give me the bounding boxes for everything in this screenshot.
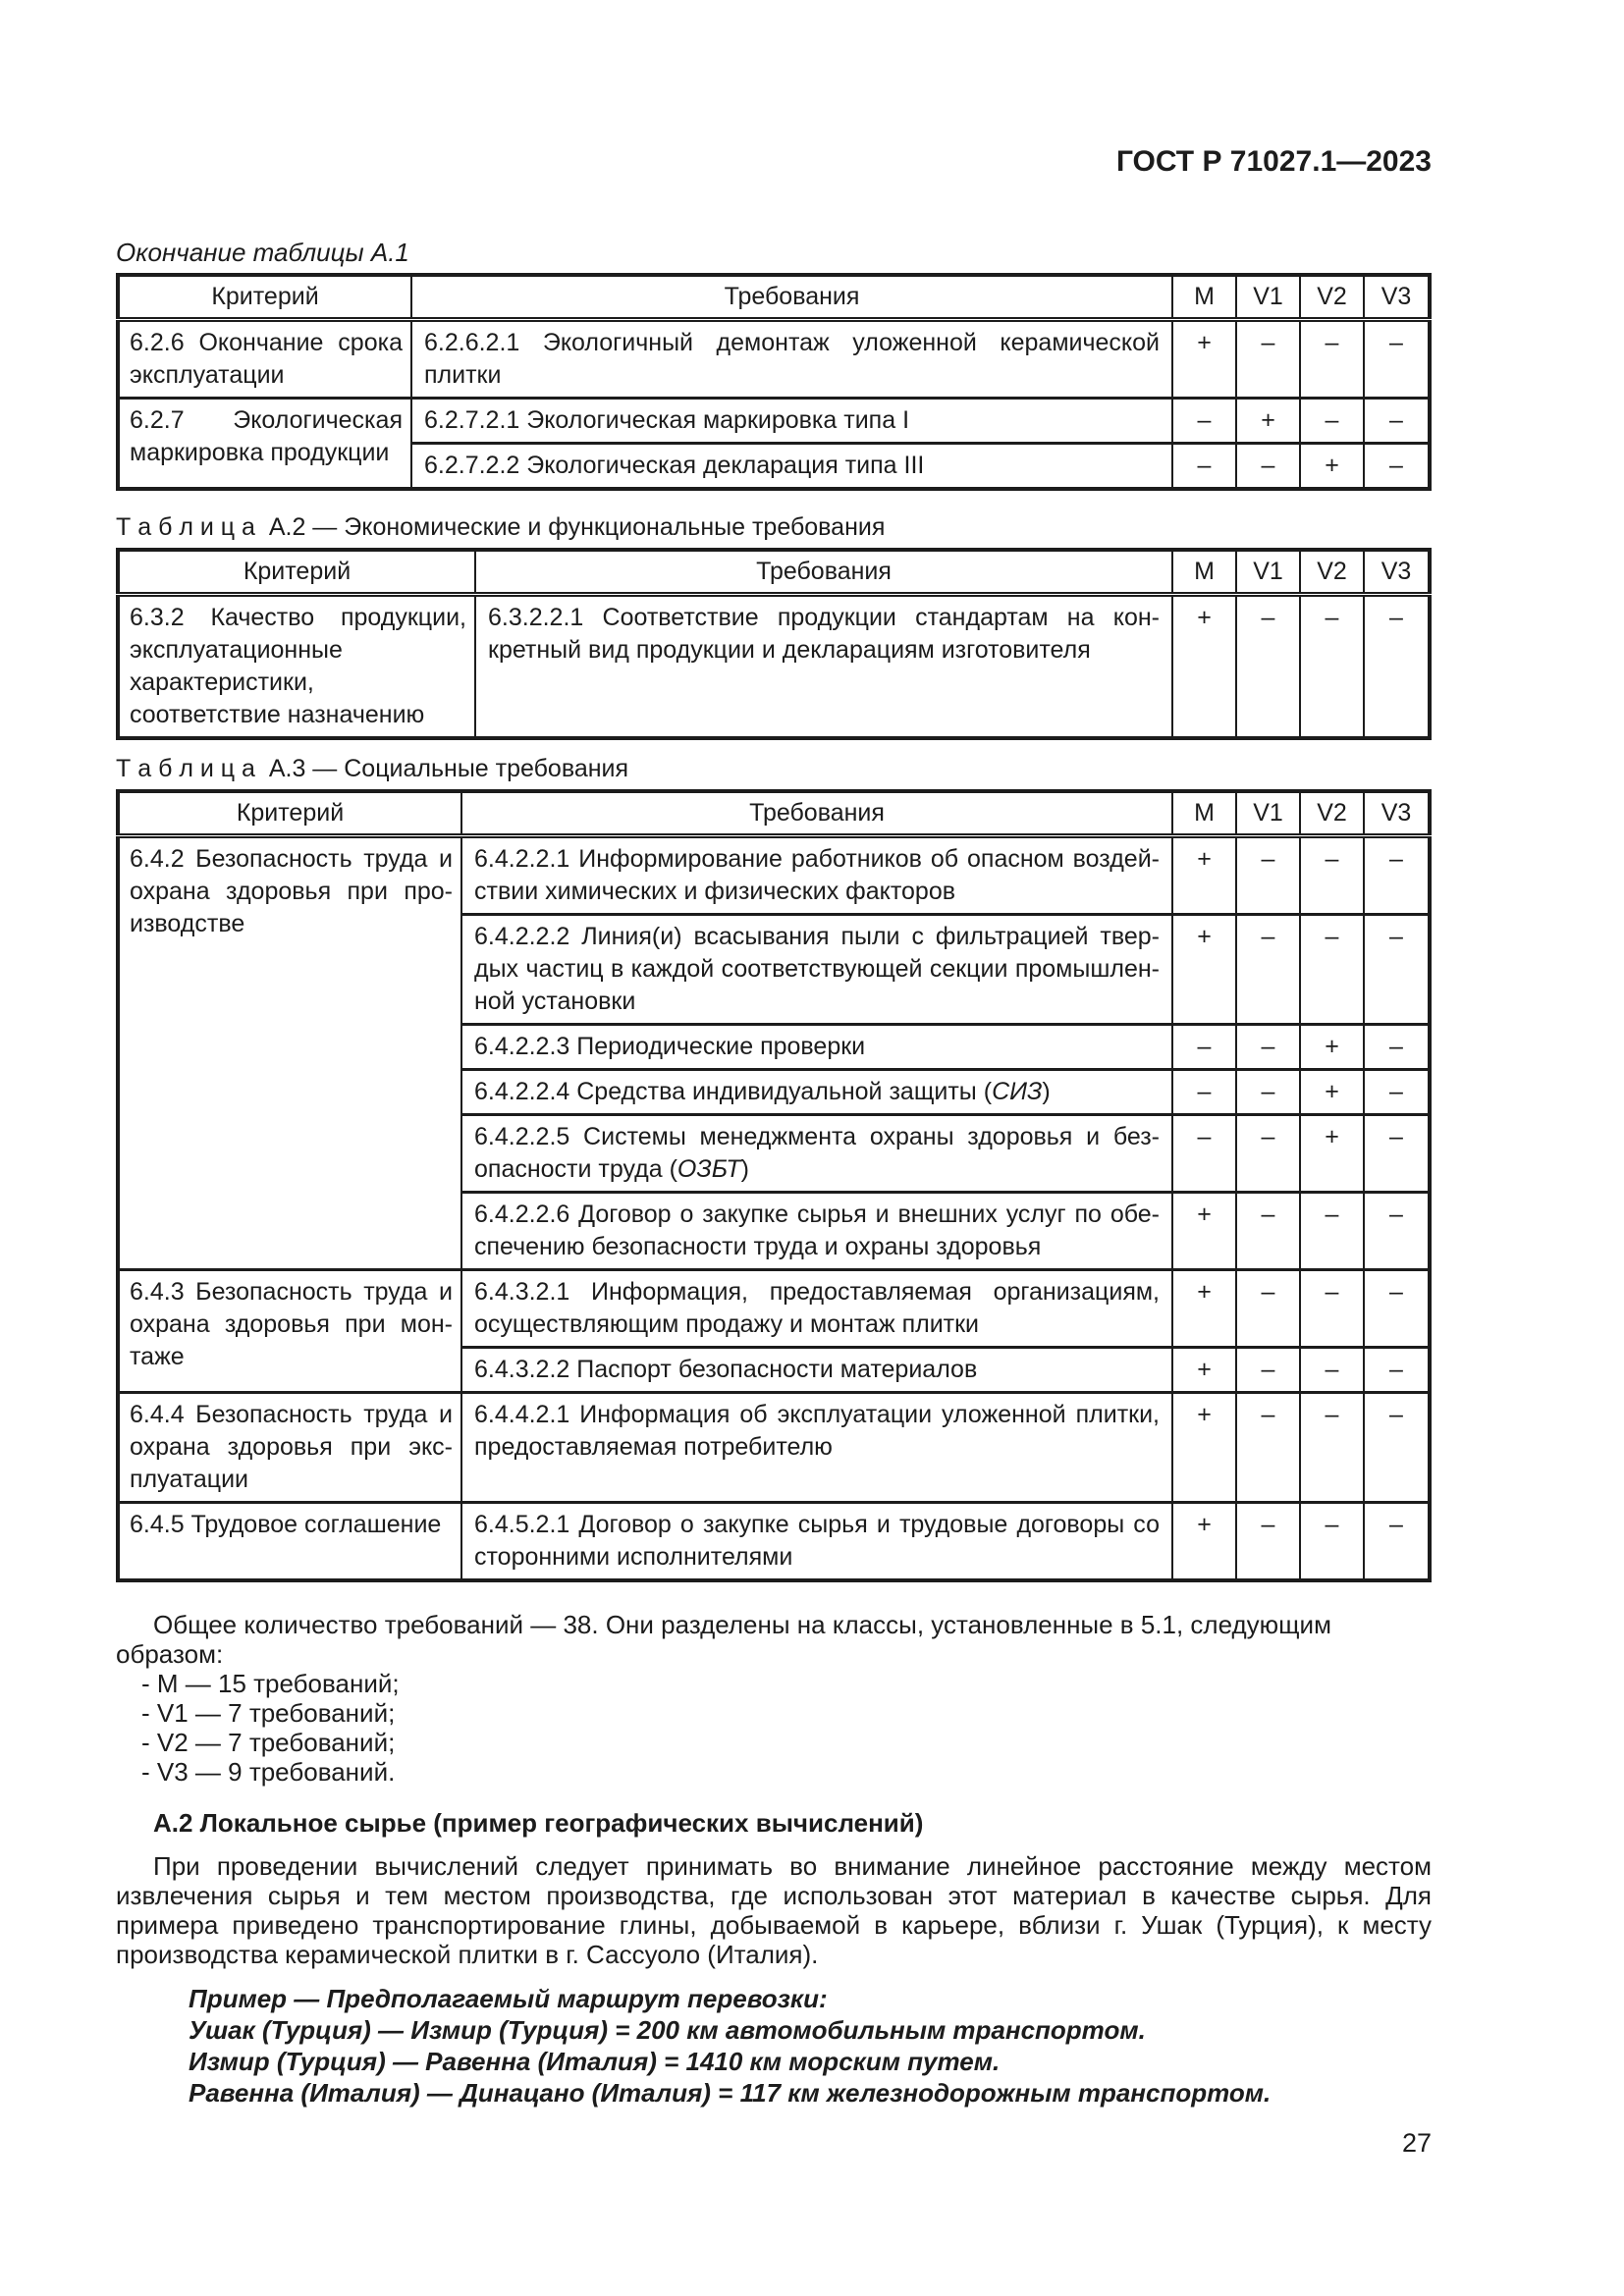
mark-v3-cell: – [1364, 1025, 1430, 1070]
column-header-v3: V3 [1364, 275, 1430, 320]
requirement-cell: 6.4.3.2.2 Паспорт безопасности материалов [461, 1348, 1172, 1393]
column-header-requirement: Требования [411, 275, 1172, 320]
table-row [118, 836, 1430, 915]
column-header-v3: V3 [1364, 550, 1430, 595]
mark-m-cell: + [1172, 915, 1236, 1025]
requirement-text: 6.4.2.2.5 Системы менеджмента охраны здоровья и безопасности труда ( [474, 1123, 1160, 1183]
mark-v3-cell: – [1364, 1115, 1430, 1193]
table-row [118, 1503, 1430, 1581]
requirement-cell: 6.2.7.2.2 Экологическая декларация типа III [411, 444, 1172, 490]
mark-v2-cell: – [1300, 320, 1364, 399]
requirement-cell: 6.4.2.2.3 Периодические проверки [461, 1025, 1172, 1070]
column-header-v1: V1 [1236, 275, 1300, 320]
table-header-row [118, 550, 1430, 595]
requirement-cell: 6.4.2.2.6 Договор о закупке сырья и внешних услуг по обеспечению безопасности труда и охраны здоровья [461, 1193, 1172, 1270]
mark-m-cell: – [1172, 1070, 1236, 1115]
requirement-text: ) [740, 1155, 749, 1183]
mark-v2-cell: + [1300, 444, 1364, 490]
criterion-cell: 6.3.2 Качество продукции, эксплуатационные характеристики, соответствие назначению [118, 595, 475, 739]
mark-v3-cell: – [1364, 1070, 1430, 1115]
mark-v3-cell: – [1364, 1270, 1430, 1348]
mark-v2-cell: – [1300, 595, 1364, 739]
criterion-cell: 6.4.4 Безопасность труда и охрана здоровья при эксплуатации [118, 1393, 461, 1503]
section-a2-heading: А.2 Локальное сырье (пример географических вычислений) [153, 1808, 924, 1838]
requirement-cell: 6.4.2.2.1 Информирование работников об опасном воздействии химических и физических факторов [461, 836, 1172, 915]
mark-v3-cell: – [1364, 915, 1430, 1025]
requirement-abbr-italic: СИЗ [992, 1078, 1043, 1105]
requirements-count-item: - V3 — 9 требований. [141, 1757, 396, 1787]
requirement-cell: 6.4.3.2.1 Информация, предоставляемая организациям, осуществляющим продажу и монтаж плитки [461, 1270, 1172, 1348]
requirement-text: ) [1042, 1078, 1051, 1105]
column-header-v2: V2 [1300, 275, 1364, 320]
mark-v1-cell: – [1236, 1025, 1300, 1070]
mark-m-cell: + [1172, 1503, 1236, 1581]
standard-header: ГОСТ Р 71027.1—2023 [1115, 145, 1432, 178]
page-number: 27 [1401, 2128, 1432, 2158]
example-line: Ушак (Турция) — Измир (Турция) = 200 км автомобильным транспортом. [189, 2015, 1146, 2045]
column-header-m: М [1172, 550, 1236, 595]
mark-v1-cell: – [1236, 1348, 1300, 1393]
criterion-cell: 6.2.6 Окончание срока эксплуатации [118, 320, 411, 399]
mark-v1-cell: – [1236, 1270, 1300, 1348]
criterion-cell: 6.4.3 Безопасность труда и охрана здоровья при монтаже [118, 1270, 461, 1393]
mark-v2-cell: + [1300, 1070, 1364, 1115]
example-line: Пример — Предполагаемый маршрут перевозки: [189, 1984, 828, 2013]
requirement-cell: 6.3.2.2.1 Соответствие продукции стандартам на конкретный вид продукции и декларациям изготовителя [475, 595, 1172, 739]
table-a3 [116, 789, 1432, 1582]
table-a2 [116, 548, 1432, 740]
requirement-cell: 6.4.4.2.1 Информация об эксплуатации уложенной плитки, предоставляемая потребителю [461, 1393, 1172, 1503]
mark-v2-cell: – [1300, 1348, 1364, 1393]
mark-v3-cell: – [1364, 444, 1430, 490]
column-header-criterion: Критерий [118, 791, 461, 836]
requirement-cell: 6.4.5.2.1 Договор о закупке сырья и трудовые договоры со сторонними исполнителями [461, 1503, 1172, 1581]
mark-m-cell: + [1172, 836, 1236, 915]
mark-v1-cell: – [1236, 915, 1300, 1025]
mark-m-cell: + [1172, 1193, 1236, 1270]
example-line: Равенна (Италия) — Динацано (Италия) = 117 км железнодорожным транспортом. [189, 2078, 1272, 2108]
requirement-cell: 6.4.2.2.2 Линия(и) всасывания пыли с фильтрацией твердых частиц в каждой соответствующей секции промышленной установки [461, 915, 1172, 1025]
mark-v2-cell: – [1300, 1393, 1364, 1503]
mark-v2-cell: – [1300, 1193, 1364, 1270]
requirement-cell [461, 1070, 1172, 1115]
requirement-cell: 6.2.7.2.1 Экологическая маркировка типа I [411, 399, 1172, 444]
column-header-v1: V1 [1236, 550, 1300, 595]
mark-m-cell: + [1172, 595, 1236, 739]
mark-v1-cell: – [1236, 1193, 1300, 1270]
criterion-cell: 6.2.7 Экологическая маркировка продукции [118, 399, 411, 490]
mark-v2-cell: – [1300, 399, 1364, 444]
requirement-text: 6.4.2.2.4 Средства индивидуальной защиты ( [474, 1078, 993, 1105]
mark-v3-cell: – [1364, 320, 1430, 399]
mark-v1-cell: – [1236, 444, 1300, 490]
mark-m-cell: – [1172, 399, 1236, 444]
mark-v1-cell: + [1236, 399, 1300, 444]
mark-v2-cell: + [1300, 1025, 1364, 1070]
mark-v2-cell: – [1300, 915, 1364, 1025]
mark-m-cell: + [1172, 1348, 1236, 1393]
mark-m-cell: – [1172, 1115, 1236, 1193]
table-row [118, 320, 1430, 399]
mark-v1-cell: – [1236, 1070, 1300, 1115]
column-header-v2: V2 [1300, 550, 1364, 595]
mark-v1-cell: – [1236, 1393, 1300, 1503]
mark-m-cell: + [1172, 320, 1236, 399]
criterion-cell: 6.4.5 Трудовое соглашение [118, 1503, 461, 1581]
mark-v2-cell: + [1300, 1115, 1364, 1193]
mark-v2-cell: – [1300, 836, 1364, 915]
column-header-v3: V3 [1364, 791, 1430, 836]
table-a3-caption: Т а б л и ц а А.3 — Социальные требования [116, 755, 629, 782]
mark-v1-cell: – [1236, 595, 1300, 739]
column-header-criterion: Критерий [118, 275, 411, 320]
mark-v3-cell: – [1364, 399, 1430, 444]
column-header-requirement: Требования [461, 791, 1172, 836]
table-row [118, 595, 1430, 739]
column-header-v2: V2 [1300, 791, 1364, 836]
column-header-v1: V1 [1236, 791, 1300, 836]
mark-m-cell: – [1172, 1025, 1236, 1070]
table-row [118, 1270, 1430, 1348]
mark-v1-cell: – [1236, 320, 1300, 399]
requirement-cell: 6.2.6.2.1 Экологичный демонтаж уложенной керамической плитки [411, 320, 1172, 399]
mark-v2-cell: – [1300, 1503, 1364, 1581]
mark-v1-cell: – [1236, 836, 1300, 915]
page-content [116, 0, 1432, 2158]
mark-v3-cell: – [1364, 1503, 1430, 1581]
criterion-cell: 6.4.2 Безопасность труда и охрана здоровья при производстве [118, 836, 461, 1270]
requirements-count-item: - V1 — 7 требований; [141, 1698, 396, 1728]
requirements-count-list [116, 1669, 1432, 1787]
mark-v1-cell: – [1236, 1503, 1300, 1581]
table-row [118, 399, 1430, 444]
requirement-cell [461, 1115, 1172, 1193]
mark-v3-cell: – [1364, 1348, 1430, 1393]
requirement-abbr-italic: ОЗБТ [677, 1155, 741, 1183]
table-header-row [118, 791, 1430, 836]
table-a1 [116, 273, 1432, 491]
mark-m-cell: + [1172, 1270, 1236, 1348]
requirements-count-item: - М — 15 требований; [141, 1669, 400, 1698]
mark-v3-cell: – [1364, 836, 1430, 915]
table-a2-caption: Т а б л и ц а А.2 — Экономические и функциональные требования [116, 513, 886, 541]
table-a1-continuation-caption: Окончание таблицы А.1 [116, 238, 409, 267]
requirements-count-item: - V2 — 7 требований; [141, 1728, 396, 1757]
mark-m-cell: + [1172, 1393, 1236, 1503]
mark-v2-cell: – [1300, 1270, 1364, 1348]
example-line: Измир (Турция) — Равенна (Италия) = 1410 км морским путем. [189, 2047, 1001, 2076]
column-header-requirement: Требования [475, 550, 1172, 595]
table-row [118, 1393, 1430, 1503]
column-header-criterion: Критерий [118, 550, 475, 595]
mark-v3-cell: – [1364, 1193, 1430, 1270]
mark-v3-cell: – [1364, 595, 1430, 739]
table-header-row [118, 275, 1430, 320]
section-a2-paragraph: При проведении вычислений следует принимать во внимание линейное расстояние между местом извлечения сырья и тем местом производства, где использован этот материал в качестве сырья. Для примера приведено транспортирование глины, добываемой в карьере, вблизи г. Ушак (Турция), к месту производства керамической плитки в г. Сассуоло (Италия). [116, 1851, 1432, 1969]
mark-v1-cell: – [1236, 1115, 1300, 1193]
example-block [189, 1983, 1432, 2109]
mark-v3-cell: – [1364, 1393, 1430, 1503]
mark-m-cell: – [1172, 444, 1236, 490]
column-header-m: М [1172, 275, 1236, 320]
column-header-m: М [1172, 791, 1236, 836]
requirements-total-paragraph: Общее количество требований — 38. Они разделены на классы, установленные в 5.1, следующим образом: [116, 1610, 1331, 1669]
